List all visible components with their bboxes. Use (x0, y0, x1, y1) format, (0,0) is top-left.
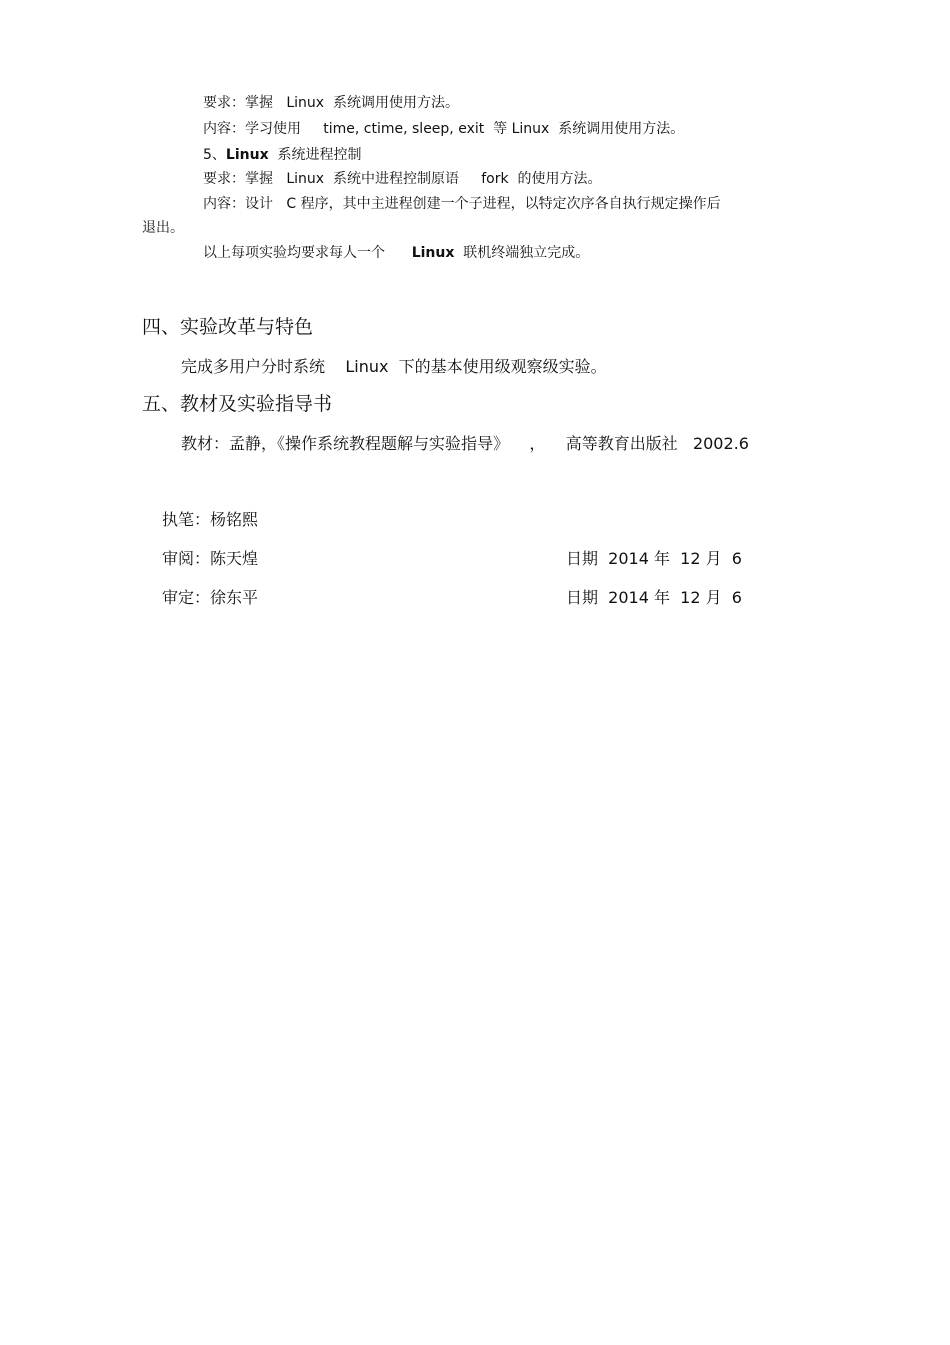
reviewer-date: 日期 2014 年 12 月 6 (566, 549, 742, 568)
reviewer-line: 审阅：陈天煌 (162, 549, 259, 568)
summary-linux: Linux (411, 245, 455, 261)
content-syscall: 内容：学习使用 time, ctime, sleep, exit 等 Linux 系统调用使用方法。 (203, 121, 685, 137)
section-5-heading: 五、教材及实验指导书 (142, 393, 333, 415)
item-5-text: 系统进程控制 (268, 147, 362, 163)
item-5-linux: Linux (225, 147, 269, 163)
summary-text-end: 联机终端独立完成。 (454, 245, 590, 261)
summary-note (203, 246, 589, 260)
section-4-body: 完成多用户分时系统 Linux 下的基本使用级观察级实验。 (181, 357, 607, 376)
section-4-heading: 四、实验改革与特色 (142, 316, 314, 338)
section-5-body: 教材：孟静，《操作系统教程题解与实验指导》 ， 高等教育出版社 2002.6 (181, 434, 749, 453)
requirement-process: 要求：掌握 Linux 系统中进程控制原语 fork 的使用方法。 (203, 171, 602, 187)
item-5-title (203, 148, 362, 162)
approver-line: 审定：徐东平 (162, 588, 259, 607)
requirement-syscall: 要求：掌握 Linux 系统调用使用方法。 (203, 95, 459, 111)
author-line: 执笔：杨铭熙 (162, 510, 259, 529)
item-5-number: 5、 (203, 147, 226, 163)
summary-text: 以上每项实验均要求每人一个 (203, 245, 412, 261)
approver-date: 日期 2014 年 12 月 6 (566, 588, 742, 607)
content-process: 内容：设计 C 程序，其中主进程创建一个子进程，以特定次序各自执行规定操作后 (203, 196, 721, 212)
content-process-cont: 退出。 (142, 220, 184, 236)
